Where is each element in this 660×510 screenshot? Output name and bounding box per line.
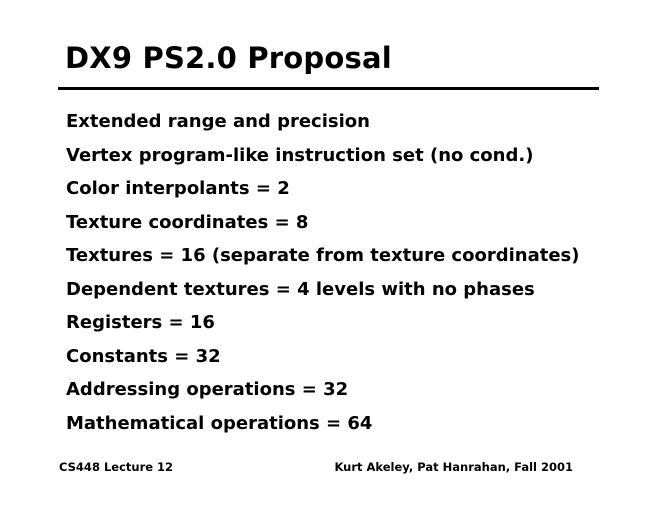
slide-title: DX9 PS2.0 Proposal [65,41,392,75]
bullet-item: Textures = 16 (separate from texture coordinates) [66,245,580,266]
footer-authors: Kurt Akeley, Pat Hanrahan, Fall 2001 [334,460,573,474]
title-underline [58,87,599,90]
bullet-item: Registers = 16 [66,312,215,333]
bullet-list [66,113,579,448]
bullet-item: Texture coordinates = 8 [66,211,309,233]
bullet-item: Extended range and precision [66,111,370,132]
bullet-item: Color interpolants = 2 [66,178,290,199]
bullet-item: Constants = 32 [66,345,221,367]
bullet-item: Mathematical operations = 64 [66,412,373,434]
footer-course: CS448 Lecture 12 [59,460,174,474]
bullet-item: Dependent textures = 4 levels with no phases [66,278,535,300]
bullet-item: Addressing operations = 32 [66,379,349,400]
bullet-item: Vertex program-like instruction set (no cond.) [66,144,534,166]
